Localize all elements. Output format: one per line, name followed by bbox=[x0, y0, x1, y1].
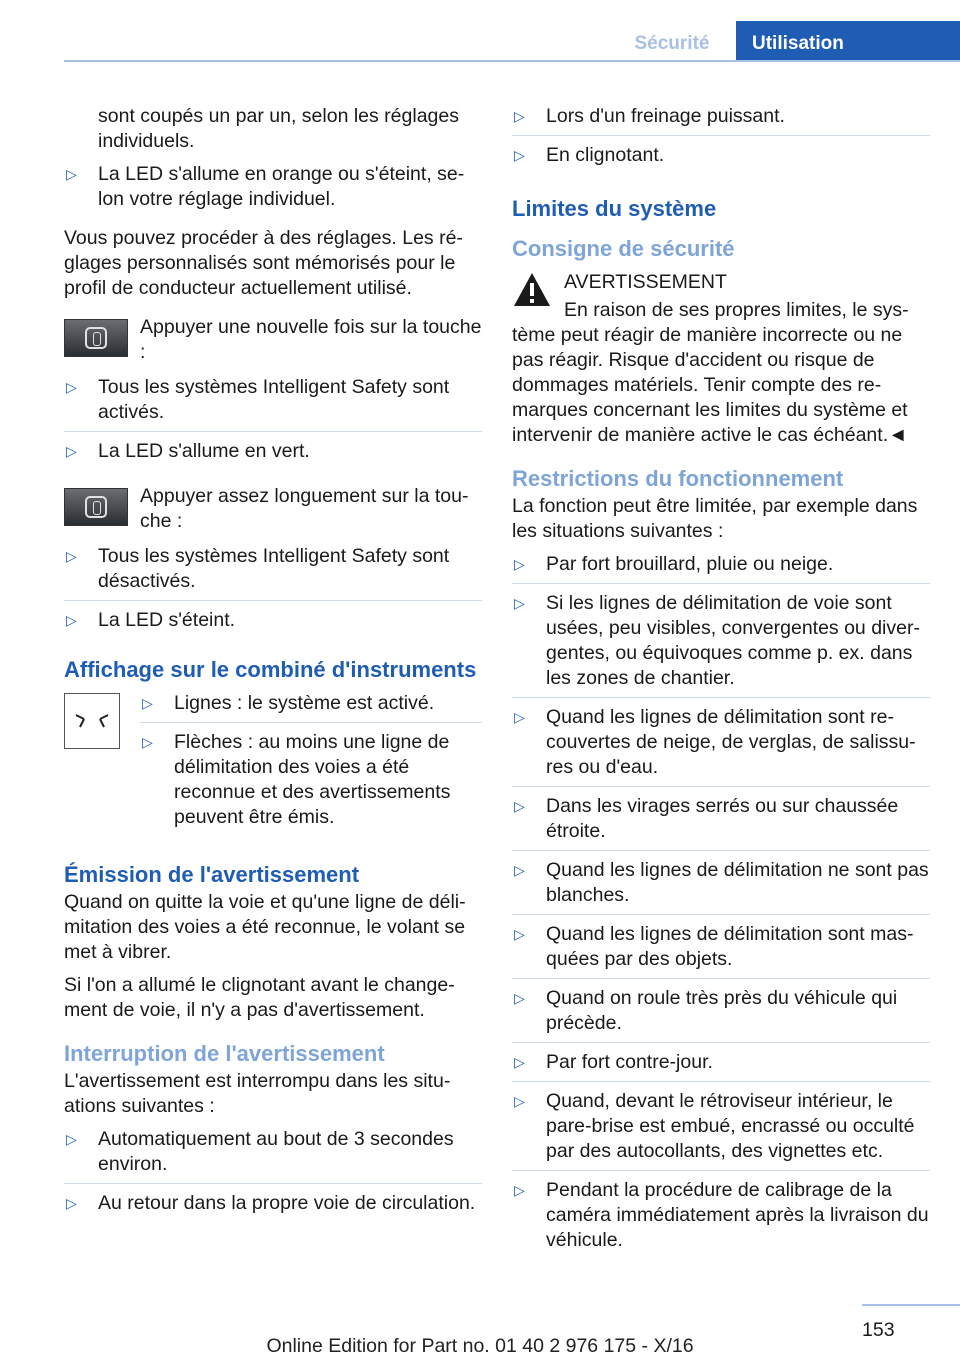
display-heading: Affichage sur le combiné d'instruments bbox=[64, 657, 477, 682]
warning-heading: Émission de l'avertissement bbox=[64, 862, 360, 887]
press-again-row bbox=[64, 315, 482, 365]
list-item: ▷ Flèches : au moins une ligne de délimitation des voies a été reconnue et des avertissements peuvent être émis. bbox=[142, 731, 451, 828]
led-list bbox=[64, 162, 482, 218]
bullet-triangle-icon: ▷ bbox=[66, 548, 77, 564]
restrict-paragraph: La fonction peut être limitée, par exemple dans les situations suivantes : bbox=[512, 495, 918, 542]
bullet-triangle-icon: ▷ bbox=[514, 108, 525, 124]
interrupt-list bbox=[64, 1127, 482, 1222]
list-item: ▷ Quand les lignes de délimitation ne sont pas blanches. bbox=[512, 858, 930, 915]
restrict-heading: Restrictions du fonctionnement bbox=[512, 466, 844, 491]
bullet-triangle-icon: ▷ bbox=[514, 709, 525, 725]
list-item: ▷ La LED s'éteint. bbox=[66, 609, 236, 631]
list-item: ▷ Par fort contre-jour. bbox=[512, 1050, 930, 1082]
list-item: ▷ Pendant la procédure de calibrage de la caméra immédiatement après la livraison du véhicule. bbox=[514, 1179, 929, 1251]
deactivated-list bbox=[64, 544, 482, 639]
safety-button-icon bbox=[85, 496, 107, 518]
list-item: ▷ Tous les systèmes Intelligent Safety sont activés. bbox=[64, 375, 482, 432]
list-item: ▷ En clignotant. bbox=[514, 144, 665, 166]
safety-button-icon bbox=[85, 327, 107, 349]
chapter-tab bbox=[736, 21, 960, 62]
list-item: ▷ La LED s'allume en orange ou s'éteint, selon votre réglage individuel. bbox=[66, 163, 465, 210]
bullet-triangle-icon: ▷ bbox=[66, 1131, 77, 1147]
list-item: ▷ Quand les lignes de délimitation sont recouvertes de neige, de verglas, de salissures ou d'eau. bbox=[512, 705, 930, 787]
warning-text: En raison de ses propres limites, le système peut réagir de manière incorrecte ou ne pas réagir. Risque d'accident ou risque de dommages matériels. Tenir compte des remarques concernant les limites du système et intervenir de manière active le cas échéant.◄ bbox=[512, 299, 909, 446]
list-item: ▷ Quand les lignes de délimitation sont masquées par des objets. bbox=[512, 922, 930, 979]
bullet-triangle-icon: ▷ bbox=[66, 1195, 77, 1211]
bullet-triangle-icon: ▷ bbox=[514, 1093, 525, 1109]
header-rule bbox=[64, 60, 960, 62]
restrict-list bbox=[512, 552, 930, 1259]
right-column bbox=[512, 104, 930, 1267]
bullet-triangle-icon: ▷ bbox=[514, 556, 525, 572]
warning-title: AVERTISSEMENT bbox=[564, 271, 727, 293]
list-item: ▷ Si les lignes de délimitation de voie sont usées, peu visibles, convergentes ou divergentes, ou équivoques comme p. ex. dans les zones de chantier. bbox=[512, 591, 930, 698]
list-item: ▷ Lors d'un freinage puissant. bbox=[512, 104, 930, 136]
display-row bbox=[64, 691, 482, 844]
list-item: ▷ Par fort brouillard, pluie ou neige. bbox=[512, 552, 930, 584]
list-item: ▷ La LED s'allume en vert. bbox=[66, 440, 310, 462]
warning-paragraph-2: Si l'on a allumé le clignotant avant le changement de voie, il n'y a pas d'avertissement. bbox=[64, 974, 455, 1021]
safety-heading: Consigne de sécurité bbox=[512, 236, 735, 261]
bullet-triangle-icon: ▷ bbox=[514, 862, 525, 878]
bullet-triangle-icon: ▷ bbox=[66, 612, 77, 628]
top-list bbox=[512, 104, 930, 174]
bullet-triangle-icon: ▷ bbox=[514, 926, 525, 942]
safety-button-image bbox=[64, 488, 128, 526]
list-item: ▷ Automatiquement au bout de 3 secondes environ. bbox=[64, 1127, 482, 1184]
section-tab: Sécurité bbox=[634, 33, 710, 54]
edition-note: Online Edition for Part no. 01 40 2 976 175 - X/16 bbox=[266, 1335, 694, 1357]
left-column bbox=[64, 104, 482, 1230]
bullet-triangle-icon: ▷ bbox=[66, 379, 77, 395]
list-item: ▷ Quand, devant le rétroviseur intérieur, le pare-brise est embué, encrassé ou occulté par des autocollants, des vignettes etc. bbox=[512, 1089, 930, 1171]
bullet-triangle-icon: ▷ bbox=[514, 595, 525, 611]
bullet-triangle-icon: ▷ bbox=[66, 443, 77, 459]
limits-heading: Limites du système bbox=[512, 196, 717, 221]
interrupt-paragraph: L'avertissement est interrompu dans les situations suivantes : bbox=[64, 1070, 451, 1117]
page-header bbox=[0, 0, 960, 62]
chapter-tab-label: Utilisation bbox=[752, 33, 844, 54]
continued-text: sont coupés un par un, selon les réglages individuels. bbox=[98, 105, 459, 152]
footer-rule bbox=[862, 1304, 960, 1306]
press-again-text: Appuyer une nouvelle fois sur la touche : bbox=[140, 316, 482, 363]
list-item: ▷ Dans les virages serrés ou sur chaussée étroite. bbox=[512, 794, 930, 851]
safety-button-image bbox=[64, 319, 128, 357]
bullet-triangle-icon: ▷ bbox=[514, 1054, 525, 1070]
list-item: ▷ Au retour dans la propre voie de circulation. bbox=[66, 1192, 476, 1214]
interrupt-heading: Interruption de l'avertissement bbox=[64, 1041, 385, 1066]
list-item: ▷ Lignes : le système est activé. bbox=[140, 691, 482, 723]
list-item: ▷ Quand on roule très près du véhicule qui précède. bbox=[512, 986, 930, 1043]
warning-triangle-icon bbox=[512, 270, 552, 310]
warning-paragraph-1: Quand on quitte la voie et qu'une ligne de délimitation des voies a été reconnue, le volant se met à vibrer. bbox=[64, 891, 466, 963]
list-item: ▷ Tous les systèmes Intelligent Safety sont désactivés. bbox=[64, 544, 482, 601]
press-long-row bbox=[64, 484, 482, 534]
bullet-triangle-icon: ▷ bbox=[514, 798, 525, 814]
settings-paragraph: Vous pouvez procéder à des réglages. Les réglages personnalisés sont mémorisés pour le profil de conducteur actuellement utilisé. bbox=[64, 227, 463, 299]
bullet-triangle-icon: ▷ bbox=[142, 734, 153, 750]
page-number: 153 bbox=[862, 1319, 895, 1341]
press-long-text: Appuyer assez longuement sur la touche : bbox=[140, 485, 469, 532]
bullet-triangle-icon: ▷ bbox=[66, 166, 77, 182]
bullet-triangle-icon: ▷ bbox=[514, 1182, 525, 1198]
bullet-triangle-icon: ▷ bbox=[514, 147, 525, 163]
lane-lines-icon bbox=[64, 693, 120, 749]
display-list bbox=[140, 691, 482, 836]
activated-list bbox=[64, 375, 482, 470]
bullet-triangle-icon: ▷ bbox=[142, 695, 153, 711]
bullet-triangle-icon: ▷ bbox=[514, 990, 525, 1006]
